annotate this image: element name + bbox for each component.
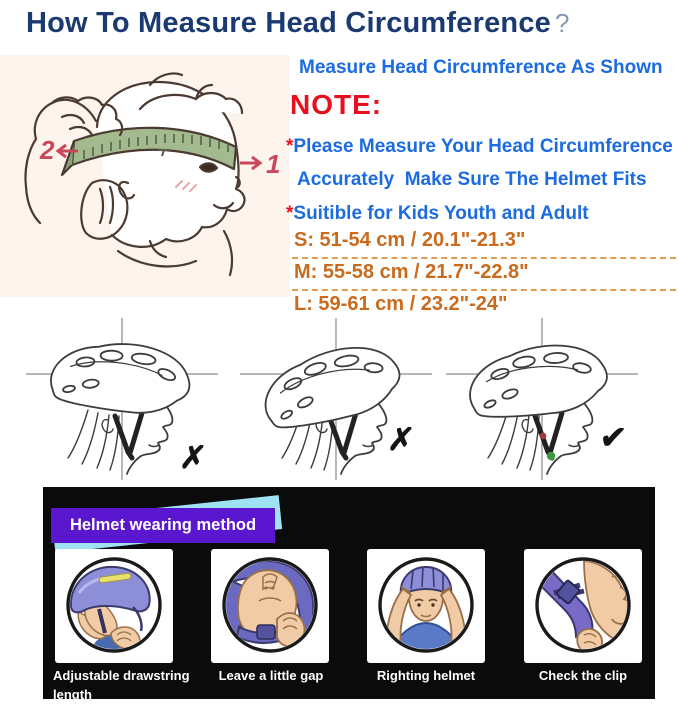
gap-illustration — [211, 549, 329, 663]
strap-slider-dot — [540, 433, 547, 440]
dashed-divider — [292, 289, 676, 291]
clip-illustration — [524, 549, 642, 663]
step-card-righting — [367, 549, 485, 663]
page-title-question-mark: ? — [555, 8, 570, 38]
note-label: NOTE: — [290, 89, 383, 120]
suitable-text: Suitible for Kids Youth and Adult — [293, 203, 589, 224]
fit-figure-wrong-forward — [232, 312, 442, 484]
banner-title: Helmet wearing method — [69, 516, 257, 534]
buckle-dot — [547, 452, 555, 460]
asterisk: * — [286, 203, 294, 224]
suitable-line — [286, 203, 589, 225]
dashed-divider — [292, 257, 676, 259]
wrong-mark: ✗ — [178, 440, 208, 475]
page-title-text: How To Measure Head Circumference — [26, 7, 551, 39]
wearing-method-panel — [43, 487, 655, 702]
page-title — [26, 7, 570, 40]
size-small: S: 51-54 cm / 20.1"-21.3" — [294, 229, 526, 251]
step-card-clip — [524, 549, 642, 663]
step-card-drawstring — [55, 549, 173, 663]
step-card-gap — [211, 549, 329, 663]
wrong-mark: ✗ — [386, 422, 416, 457]
step-caption-gap: Leave a little gap — [218, 668, 324, 683]
step-1-label: 1 — [266, 149, 281, 179]
measure-heading: Measure Head Circumference As Shown — [299, 57, 663, 78]
baby-measuring-illustration — [0, 55, 290, 297]
step-caption-clip: Check the clip — [538, 668, 628, 683]
asterisk: * — [286, 136, 294, 157]
size-medium: M: 55-58 cm / 21.7"-22.8" — [294, 261, 529, 283]
righting-illustration — [367, 549, 485, 663]
note-line-1-text: Please Measure Your Head Circumference — [293, 136, 673, 157]
step-2-label: 2 — [40, 135, 55, 165]
step-caption-drawstring: Adjustable drawstring length — [53, 668, 190, 702]
wearing-method-banner — [51, 497, 287, 551]
note-line-2: Accurately Make Sure The Helmet Fits — [297, 169, 647, 190]
step-caption-righting: Righting helmet — [376, 668, 476, 683]
correct-mark: ✔ — [598, 420, 628, 455]
size-large: L: 59-61 cm / 23.2"-24" — [294, 293, 508, 315]
banner-purple-ribbon — [51, 508, 275, 543]
drawstring-illustration — [55, 549, 173, 663]
fit-figure-correct — [438, 312, 648, 484]
note-line-1 — [286, 136, 673, 158]
